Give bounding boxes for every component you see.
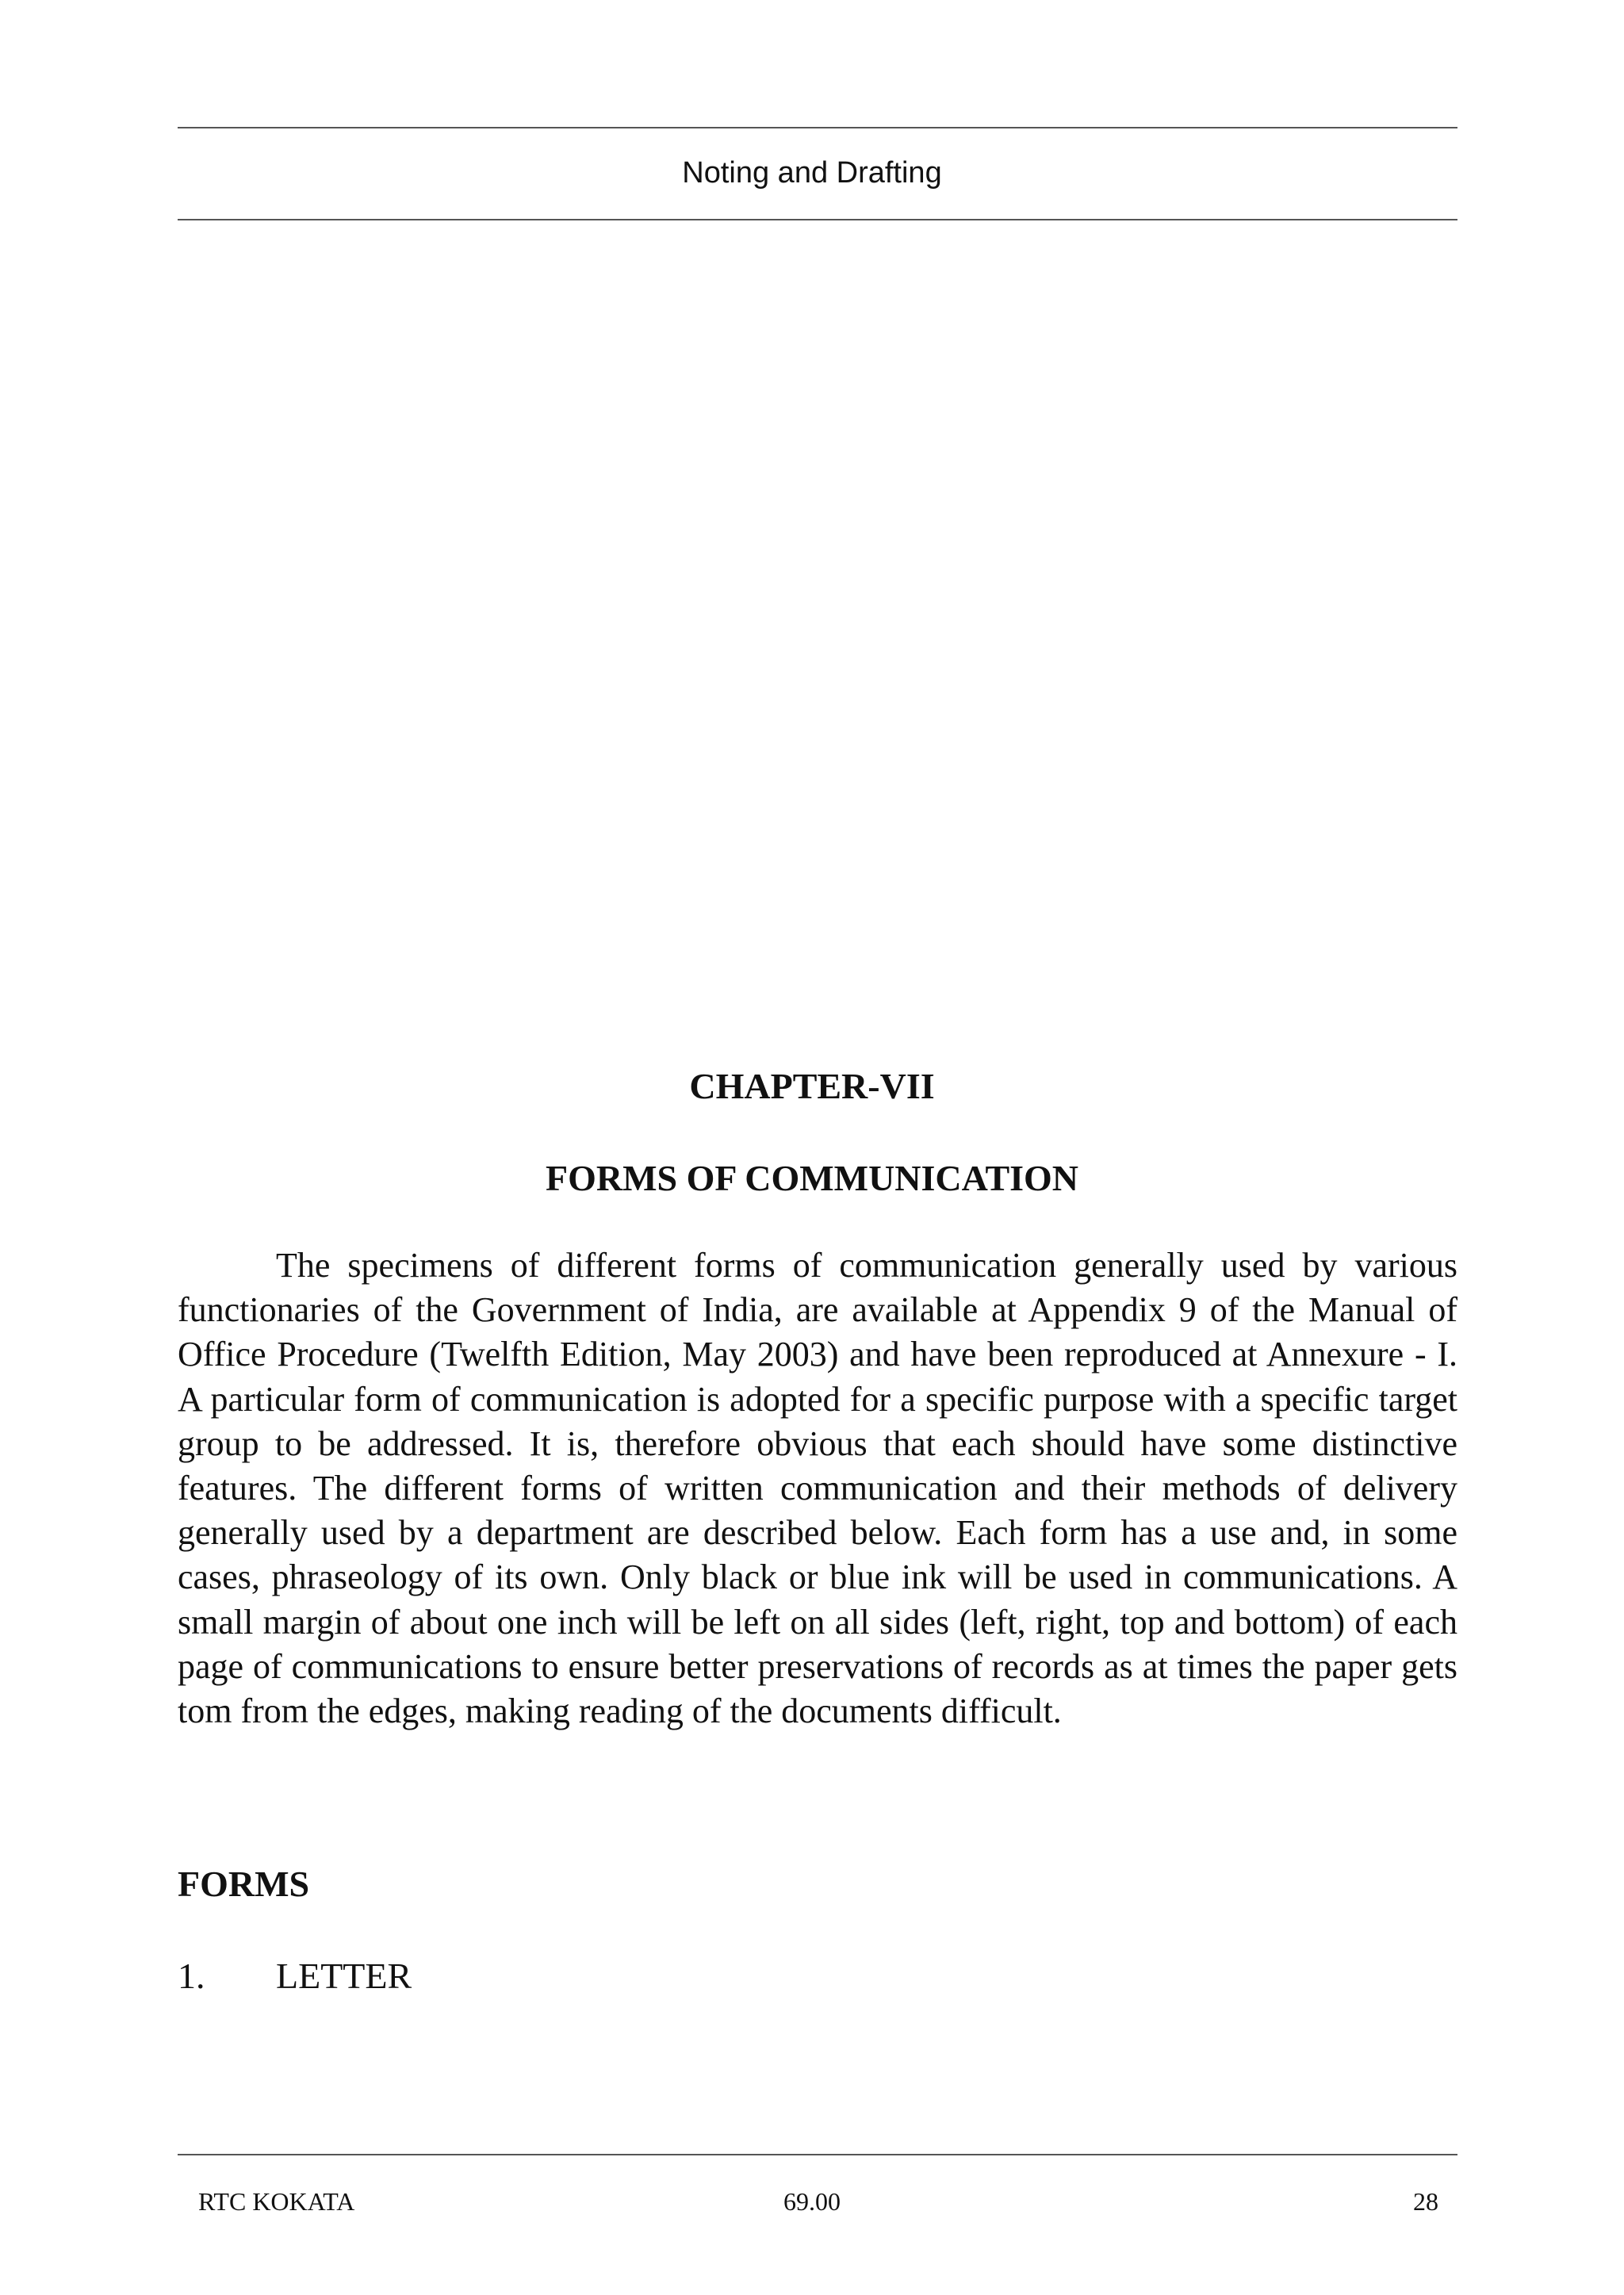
- page-number: 28: [1413, 2187, 1438, 2216]
- footer-institution: RTC KOKATA: [198, 2187, 355, 2216]
- list-item-label: LETTER: [276, 1956, 412, 1996]
- section-title: FORMS OF COMMUNICATION: [545, 1158, 1079, 1198]
- forms-heading: FORMS: [178, 1864, 310, 1904]
- chapter-title: CHAPTER-VII: [689, 1066, 935, 1106]
- list-item: [178, 1952, 412, 2000]
- list-item-number: 1.: [178, 1956, 205, 1996]
- header-bottom-rule: [178, 219, 1457, 220]
- running-header-title: Noting and Drafting: [682, 156, 942, 190]
- footer-code: 69.00: [783, 2187, 841, 2216]
- body-paragraph: The specimens of different forms of communication generally used by various functionaries of the Government of India, are available at Appendix 9 of the Manual of Office Procedure (Twelfth Edition, May 2003) and have been reproduced at Annexure - I. A particular form of communication is adopted for a specific purpose with a specific target group to be addressed. It is, therefore obvious that each should have some distinctive features. The different forms of written communication and their methods of delivery generally used by a department are described below. Each form has a use and, in some cases, phraseology of its own. Only black or blue ink will be used in communications. A small margin of about one inch will be left on all sides (left, right, top and bottom) of each page of communications to ensure better preservations of records as at times the paper gets tom from the edges, making reading of the documents difficult.: [178, 1246, 1457, 1731]
- footer-rule: [178, 2154, 1457, 2155]
- header-top-rule: [178, 127, 1457, 128]
